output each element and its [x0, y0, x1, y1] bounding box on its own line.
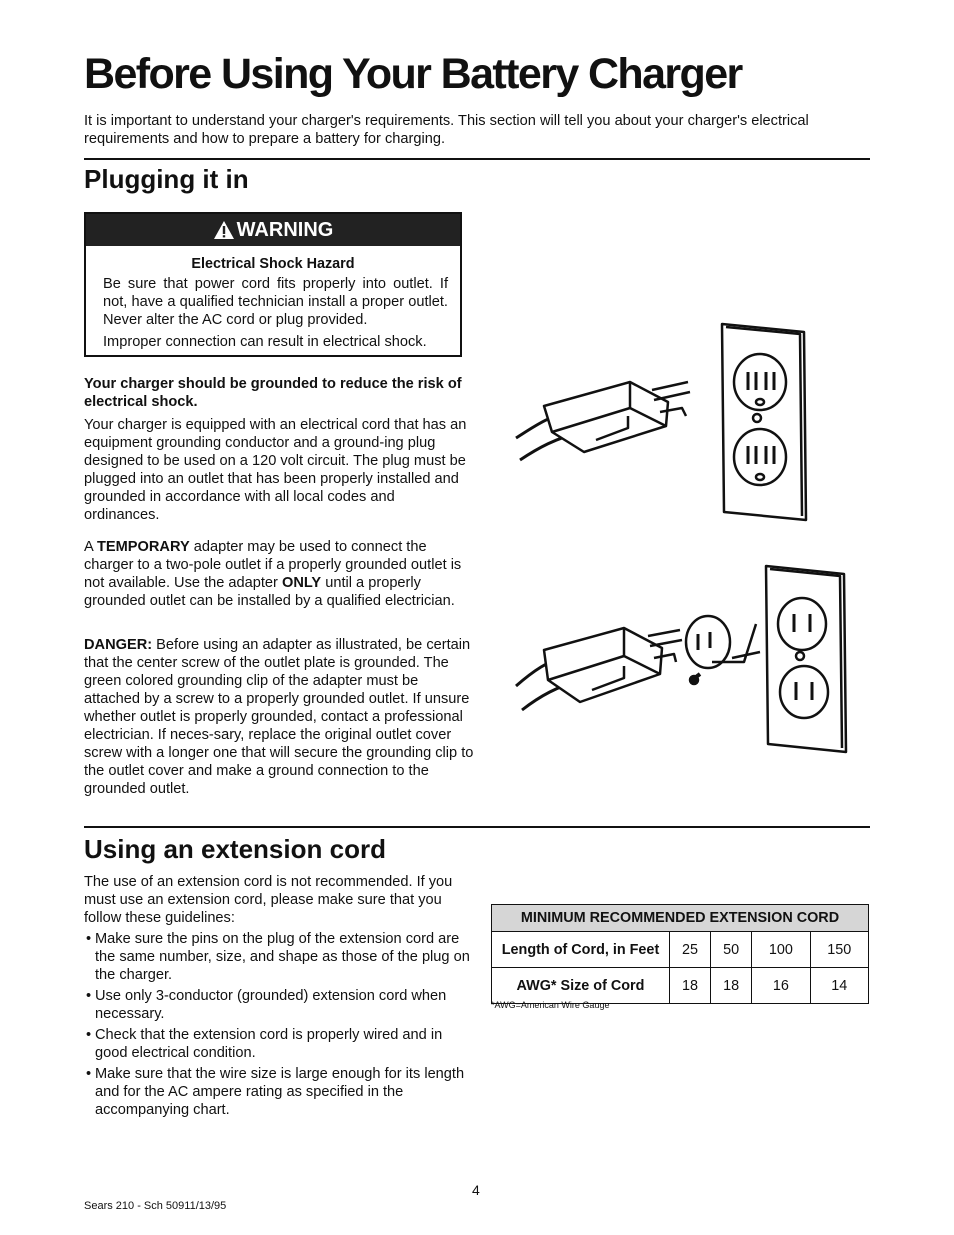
- warning-header: [86, 214, 460, 246]
- table-header: MINIMUM RECOMMENDED EXTENSION CORD: [492, 905, 869, 932]
- warning-triangle-icon: [213, 220, 235, 240]
- section-heading-plugging: Plugging it in: [84, 164, 249, 194]
- warning-label: WARNING: [236, 218, 334, 241]
- extension-intro: The use of an extension cord is not recommended. If you must use an extension cord, please make sure that you follow these guidelines:: [84, 874, 453, 926]
- guidelines-list: [84, 930, 474, 1122]
- list-item: • Check that the extension cord is properly wired and in good electrical condition.: [86, 1027, 443, 1061]
- page-title: Before Using Your Battery Charger: [84, 50, 742, 98]
- table-cell: 18: [670, 968, 711, 1004]
- list-item: • Make sure the pins on the plug of the extension cord are the same number, size, and shape as those of the plug on the charger.: [86, 931, 470, 983]
- intro-text: It is important to understand your charger's requirements. This section will tell you about your charger's electrical requirements and how to prepare a battery for charging.: [84, 113, 809, 147]
- section-heading-extension: Using an extension cord: [84, 834, 386, 864]
- table-row: [492, 932, 869, 968]
- extension-cord-table: [491, 904, 869, 1004]
- table-footnote: *AWG=American Wire Gauge: [491, 1000, 610, 1010]
- warning-text: Be sure that power cord fits properly into outlet. If not, have a qualified technician install a proper outlet. Never alter the AC cord or plug provided.: [103, 276, 448, 328]
- table-cell: 25: [670, 932, 711, 968]
- grounded-outlet-illustration: [512, 320, 812, 525]
- danger-label: DANGER:: [84, 637, 153, 653]
- row-label-length: Length of Cord, in Feet: [492, 932, 670, 968]
- section-divider: [84, 158, 870, 160]
- warning-hazard-title: Electrical Shock Hazard: [191, 256, 355, 272]
- warning-box: [84, 212, 462, 357]
- page-number: 4: [472, 1182, 480, 1198]
- adapter-paragraph: A TEMPORARY adapter may be used to connect the charger to a two-pole outlet if a properly grounded outlet is not available. Use the adapter ONLY until a properly grounded outlet can be installed by a qualified electrician.: [84, 539, 462, 609]
- table-cell: 50: [711, 932, 752, 968]
- table-header-row: [492, 905, 869, 932]
- grounding-paragraph: Your charger is equipped with an electrical cord that has an equipment grounding conductor and a ground-ing plug designed to be used on a 120 volt circuit. The plug must be plugged into an outlet that has been properly installed and grounded in accordance with all local codes and ordinances.: [84, 417, 467, 523]
- row-label-awg: AWG* Size of Cord: [492, 968, 670, 1004]
- list-item: • Use only 3-conductor (grounded) extension cord when necessary.: [86, 988, 447, 1022]
- list-item: • Make sure that the wire size is large enough for its length and for the AC ampere rating as specified in the accompanying chart.: [86, 1066, 465, 1118]
- warning-consequence: Improper connection can result in electrical shock.: [103, 334, 427, 350]
- table-cell: 100: [752, 932, 810, 968]
- table-cell: 150: [810, 932, 868, 968]
- adapter-outlet-illustration: [512, 562, 852, 757]
- table-cell: 16: [752, 968, 810, 1004]
- footer-text: Sears 210 - Sch 50911/13/95: [84, 1200, 227, 1212]
- table-cell: 18: [711, 968, 752, 1004]
- table-row: [492, 968, 869, 1004]
- section-divider: [84, 826, 870, 828]
- grounding-notice: Your charger should be grounded to reduce the risk of electrical shock.: [84, 376, 462, 410]
- danger-paragraph: DANGER: Before using an adapter as illustrated, be certain that the center screw of the outlet plate is grounded. The green colored grounding clip of the adapter must be attached by a screw to a properly grounded outlet. If unsure whether outlet is properly grounded, contact a professional electrician. If neces-sary, replace the original outlet cover screw with a longer one that will secure the grounding clip to the outlet cover and make a ground connection to the grounded outlet.: [84, 637, 474, 797]
- table-cell: 14: [810, 968, 868, 1004]
